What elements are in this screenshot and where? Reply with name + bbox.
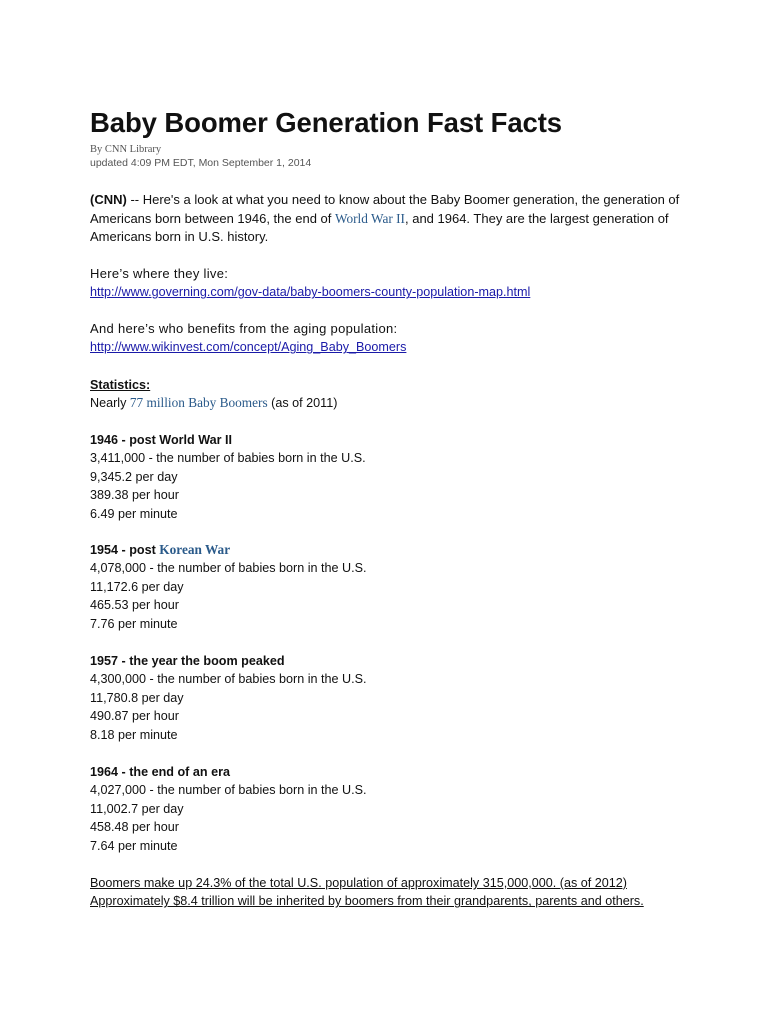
year-1954-per-hour: 465.53 per hour (90, 598, 179, 613)
baby-boomers-link[interactable]: 77 million Baby Boomers (129, 395, 268, 411)
year-1954-per-minute: 7.76 per minute (90, 616, 178, 631)
year-1964-heading: 1964 - the end of an era (90, 765, 230, 779)
inheritance-note: Approximately $8.4 trillion will be inherited by boomers from their grandparents, parents and others. (90, 894, 644, 909)
year-1957-heading: 1957 - the year the boom peaked (90, 654, 285, 668)
intro-text-2: , and 1964. They are the largest generation of Americans born in U.S. history. (90, 210, 669, 245)
year-1957-per-hour: 490.87 per hour (90, 709, 179, 724)
byline: By CNN Library (90, 144, 162, 155)
year-1954-babies: 4,078,000 - the number of babies born in the U.S. (90, 561, 367, 576)
governing-url-link[interactable]: http://www.governing.com/gov-data/baby-boomers-county-population-map.html (90, 285, 531, 300)
year-1946-section (90, 431, 366, 523)
year-1957-per-minute: 8.18 per minute (90, 727, 178, 742)
intro-source: (CNN) (90, 192, 127, 207)
statistics-prefix: Nearly (90, 396, 130, 411)
year-1964-per-day: 11,002.7 per day (90, 801, 184, 816)
footer-notes (90, 874, 644, 911)
year-1957-section (90, 652, 367, 744)
year-1957-per-day: 11,780.8 per day (90, 690, 184, 705)
intro-text-1: -- Here's a look at what you need to know about the Baby Boomer generation, the generation of Americans born between 1946, the end of (90, 192, 680, 226)
year-1964-per-hour: 458.48 per hour (90, 820, 179, 835)
where-they-live-label: Here’s where they live: (90, 266, 229, 281)
updated-timestamp: updated 4:09 PM EDT, Mon September 1, 2014 (90, 157, 312, 169)
population-share-note: Boomers make up 24.3% of the total U.S. population of approximately 315,000,000. (as of 2012) (90, 876, 627, 890)
statistics-suffix: (as of 2011) (267, 396, 338, 411)
statistics-line (90, 394, 337, 412)
statistics-heading: Statistics: (90, 378, 151, 392)
where-they-live-section (90, 265, 530, 302)
wikinvest-url-link[interactable]: http://www.wikinvest.com/concept/Aging_Baby_Boomers (90, 340, 407, 355)
year-1964-section (90, 763, 367, 855)
year-1957-babies: 4,300,000 - the number of babies born in the U.S. (90, 672, 367, 687)
year-1946-per-hour: 389.38 per hour (90, 488, 179, 503)
year-1946-babies: 3,411,000 - the number of babies born in the U.S. (90, 451, 366, 466)
benefits-section (90, 320, 406, 357)
world-war-ii-link[interactable]: World War II (335, 210, 405, 226)
year-1964-babies: 4,027,000 - the number of babies born in the U.S. (90, 783, 367, 798)
intro-paragraph (90, 191, 690, 247)
year-1946-heading: 1946 - post World War II (90, 433, 233, 447)
benefits-label: And here’s who benefits from the aging population: (90, 321, 398, 336)
year-1954-section (90, 541, 367, 633)
statistics-section (90, 376, 337, 413)
year-1964-per-minute: 7.64 per minute (90, 838, 178, 853)
korean-war-link[interactable]: Korean War (159, 542, 231, 557)
year-1954-heading (90, 541, 367, 559)
year-1946-per-day: 9,345.2 per day (90, 469, 178, 484)
year-1954-per-day: 11,172.6 per day (90, 579, 184, 594)
year-1946-per-minute: 6.49 per minute (90, 506, 178, 521)
year-1954-heading-prefix: 1954 - post (90, 543, 160, 557)
page-title: Baby Boomer Generation Fast Facts (90, 107, 562, 138)
